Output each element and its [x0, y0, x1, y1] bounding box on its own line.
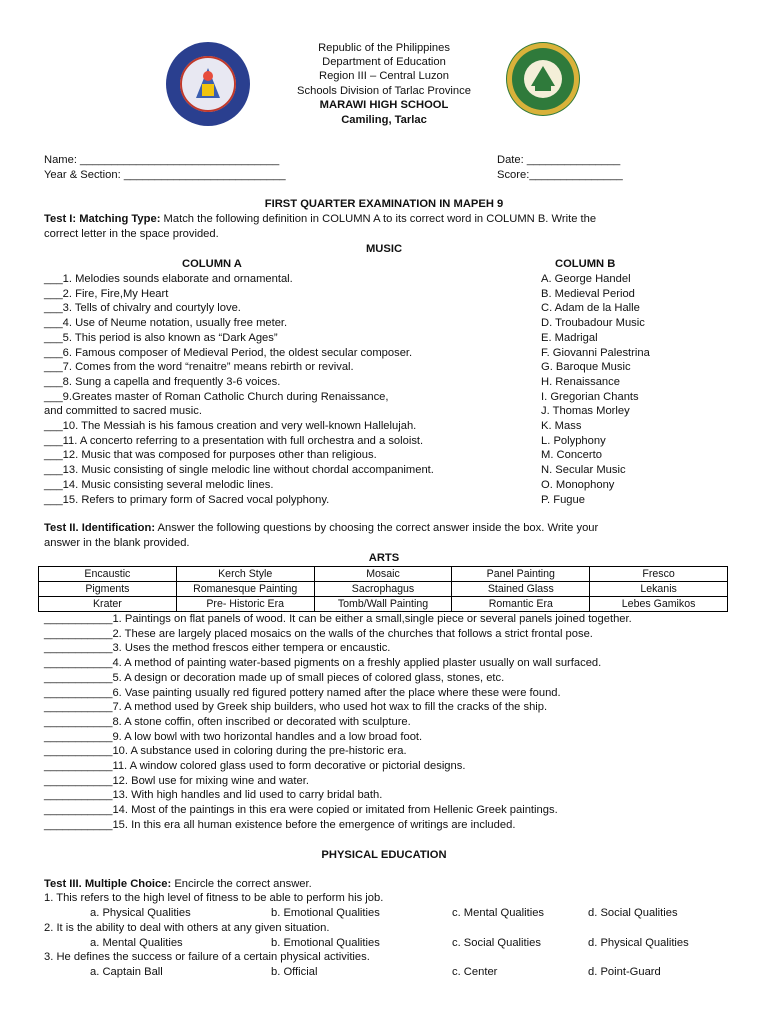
matching-item-b: N. Secular Music: [541, 464, 626, 477]
column-a-header: COLUMN A: [182, 258, 242, 270]
matching-item-b: L. Polyphony: [541, 434, 606, 447]
column-b-header: COLUMN B: [555, 258, 616, 270]
matching-item-a: ___9.Greates master of Roman Catholic Church during Renaissance,: [44, 390, 389, 403]
pe-question: 3. He defines the success or failure of a certain physical activities.: [44, 951, 370, 963]
matching-item-a: ___15. Refers to primary form of Sacred vocal polyphony.: [44, 493, 330, 506]
pe-choice[interactable]: d. Point-Guard: [588, 966, 661, 978]
score-field[interactable]: Score:_______________: [497, 169, 623, 181]
matching-item-a: ___1. Melodies sounds elaborate and ornamental.: [44, 273, 293, 285]
identification-item: ___________8. A stone coffin, often inscribed or decorated with sculpture.: [44, 715, 411, 728]
matching-item-b: H. Renaissance: [541, 375, 620, 388]
matching-item-a: ___6. Famous composer of Medieval Period, the oldest secular composer.: [44, 346, 413, 359]
pe-choice[interactable]: a. Mental Qualities: [90, 936, 183, 949]
identification-item: ___________14. Most of the paintings in this era were copied or imitated from Hellenic Greek paintings.: [44, 804, 558, 817]
date-field[interactable]: Date: _______________: [497, 154, 621, 166]
matching-item-a: ___10. The Messiah is his famous creation and very well-known Hallelujah.: [44, 420, 417, 432]
matching-item-b: F. Giovanni Palestrina: [541, 346, 650, 359]
matching-item-a: ___11. A concerto referring to a presentation with full orchestra and a soloist.: [44, 434, 424, 447]
answer-box-cell: Panel Painting: [452, 567, 590, 582]
test3-heading: Test III. Multiple Choice:: [44, 878, 172, 890]
matching-item-b: J. Thomas Morley: [541, 405, 630, 418]
test1-instruction-2: correct letter in the space provided.: [44, 228, 219, 240]
matching-item-a: ___4. Use of Neume notation, usually free meter.: [44, 317, 288, 330]
answer-box: [38, 566, 728, 612]
identification-item: ___________11. A window colored glass used to form decorative or pictorial designs.: [44, 760, 466, 772]
answer-box-cell: Krater: [39, 597, 177, 612]
pe-choice[interactable]: d. Physical Qualities: [588, 936, 689, 949]
header-line-1: Republic of the Philippines: [318, 42, 450, 54]
answer-box-cell: Romanesque Painting: [176, 582, 314, 597]
year-section-field[interactable]: Year & Section: __________________________: [44, 169, 286, 181]
answer-box-cell: Encaustic: [39, 567, 177, 582]
matching-item-a: ___14. Music consisting several melodic lines.: [44, 478, 274, 491]
answer-box-cell: Fresco: [590, 567, 728, 582]
test1-instruction-line-1: [44, 212, 596, 226]
arts-section-title: ARTS: [368, 552, 400, 564]
answer-box-cell: Sacrophagus: [314, 582, 452, 597]
matching-item-b: B. Medieval Period: [541, 287, 635, 300]
matching-item-a: ___8. Sung a capella and frequently 3-6 voices.: [44, 375, 281, 388]
pe-choice[interactable]: c. Mental Qualities: [452, 907, 545, 919]
test2-instruction-line-1: [44, 521, 598, 535]
pe-choice[interactable]: c. Social Qualities: [452, 936, 541, 949]
identification-item: ___________4. A method of painting water-based pigments on a freshly applied plaster usually on wall surfaced.: [44, 657, 602, 670]
pe-question: 2. It is the ability to deal with others at any given situation.: [44, 921, 330, 934]
identification-item: ___________2. These are largely placed mosaics on the walls of the churches that follows a strict frontal pose.: [44, 627, 593, 640]
answer-box-cell: Pre- Historic Era: [176, 597, 314, 612]
identification-item: ___________15. In this era all human existence before the emergence of writings are included.: [44, 818, 516, 831]
identification-item: ___________12. Bowl use for mixing wine and water.: [44, 774, 309, 787]
matching-item-a: ___3. Tells of chivalry and courtyly love.: [44, 302, 241, 315]
answer-box-row: [39, 567, 728, 582]
pe-choice[interactable]: d. Social Qualities: [588, 907, 678, 919]
answer-box-row: [39, 582, 728, 597]
test3-instruction: Encircle the correct answer.: [171, 878, 312, 890]
school-location: Camiling, Tarlac: [341, 114, 427, 126]
header-line-3: Region III – Central Luzon: [319, 70, 449, 82]
answer-box-cell: Tomb/Wall Painting: [314, 597, 452, 612]
matching-item-b: D. Troubadour Music: [541, 317, 645, 330]
matching-item-b: E. Madrigal: [541, 331, 598, 344]
test1-instruction-1: Match the following definition in COLUMN A to its correct word in COLUMN B. Write the: [160, 213, 597, 225]
pe-question: 1. This refers to the high level of fitness to be able to perform his job.: [44, 892, 384, 904]
matching-item-a: ___13. Music consisting of single melodic line without chordal accompaniment.: [44, 464, 434, 477]
music-section-title: MUSIC: [365, 243, 403, 255]
matching-item-b: M. Concerto: [541, 449, 602, 462]
pe-section-title: PHYSICAL EDUCATION: [321, 849, 447, 861]
matching-item-b: A. George Handel: [541, 273, 631, 285]
test2-instruction-2: answer in the blank provided.: [44, 537, 190, 549]
answer-box-row: [39, 597, 728, 612]
school-name: MARAWI HIGH SCHOOL: [319, 99, 449, 111]
answer-box-cell: Lebes Gamikos: [590, 597, 728, 612]
matching-item-b: C. Adam de la Halle: [541, 302, 640, 315]
answer-box-cell: Stained Glass: [452, 582, 590, 597]
exam-title: FIRST QUARTER EXAMINATION IN MAPEH 9: [264, 198, 504, 210]
identification-item: ___________7. A method used by Greek ship builders, who used hot wax to fill the cracks of the ship.: [44, 701, 548, 714]
matching-item-a: and committed to sacred music.: [44, 405, 202, 418]
matching-item-a: ___2. Fire, Fire,My Heart: [44, 287, 169, 300]
matching-item-a: ___7. Comes from the word “renaitre” means rebirth or revival.: [44, 361, 354, 374]
answer-box-cell: Kerch Style: [176, 567, 314, 582]
identification-item: ___________1. Paintings on flat panels of wood. It can be either a small,single piece or several panels joined together.: [44, 613, 632, 625]
pe-choice[interactable]: b. Emotional Qualities: [271, 907, 380, 919]
identification-item: ___________10. A substance used in coloring during the pre-historic era.: [44, 745, 407, 758]
answer-box-cell: Mosaic: [314, 567, 452, 582]
matching-item-a: ___5. This period is also known as “Dark Ages”: [44, 331, 278, 344]
identification-item: ___________3. Uses the method frescos either tempera or encaustic.: [44, 642, 391, 655]
header-line-4: Schools Division of Tarlac Province: [297, 85, 471, 97]
answer-box-cell: Romantic Era: [452, 597, 590, 612]
matching-item-a: ___12. Music that was composed for purposes other than religious.: [44, 449, 377, 462]
test2-instruction-1: Answer the following questions by choosing the correct answer inside the box. Write your: [155, 522, 599, 534]
answer-box-cell: Pigments: [39, 582, 177, 597]
test2-heading: Test II. Identification:: [44, 522, 156, 534]
matching-item-b: I. Gregorian Chants: [541, 390, 639, 403]
identification-item: ___________13. With high handles and lid used to carry bridal bath.: [44, 789, 383, 802]
matching-item-b: G. Baroque Music: [541, 361, 631, 374]
identification-item: ___________6. Vase painting usually red figured pottery named after the place where these were found.: [44, 686, 561, 699]
identification-item: ___________5. A design or decoration made up of small pieces of colored glass, stones, etc.: [44, 671, 505, 684]
matching-item-b: K. Mass: [541, 420, 582, 432]
test1-heading: Test I: Matching Type:: [44, 213, 161, 225]
test3-instruction-line: [44, 877, 312, 891]
pe-choice[interactable]: a. Physical Qualities: [90, 907, 191, 919]
answer-box-cell: Lekanis: [590, 582, 728, 597]
pe-choice[interactable]: b. Official: [271, 966, 318, 978]
matching-item-b: O. Monophony: [541, 478, 615, 491]
name-field[interactable]: Name: ________________________________: [44, 154, 280, 166]
pe-choice[interactable]: c. Center: [452, 966, 498, 978]
pe-choice[interactable]: a. Captain Ball: [90, 966, 163, 978]
header-line-2: Department of Education: [322, 56, 446, 68]
matching-item-b: P. Fugue: [541, 493, 585, 506]
identification-item: ___________9. A low bowl with two horizontal handles and a low broad foot.: [44, 730, 423, 743]
pe-choice[interactable]: b. Emotional Qualities: [271, 936, 380, 949]
